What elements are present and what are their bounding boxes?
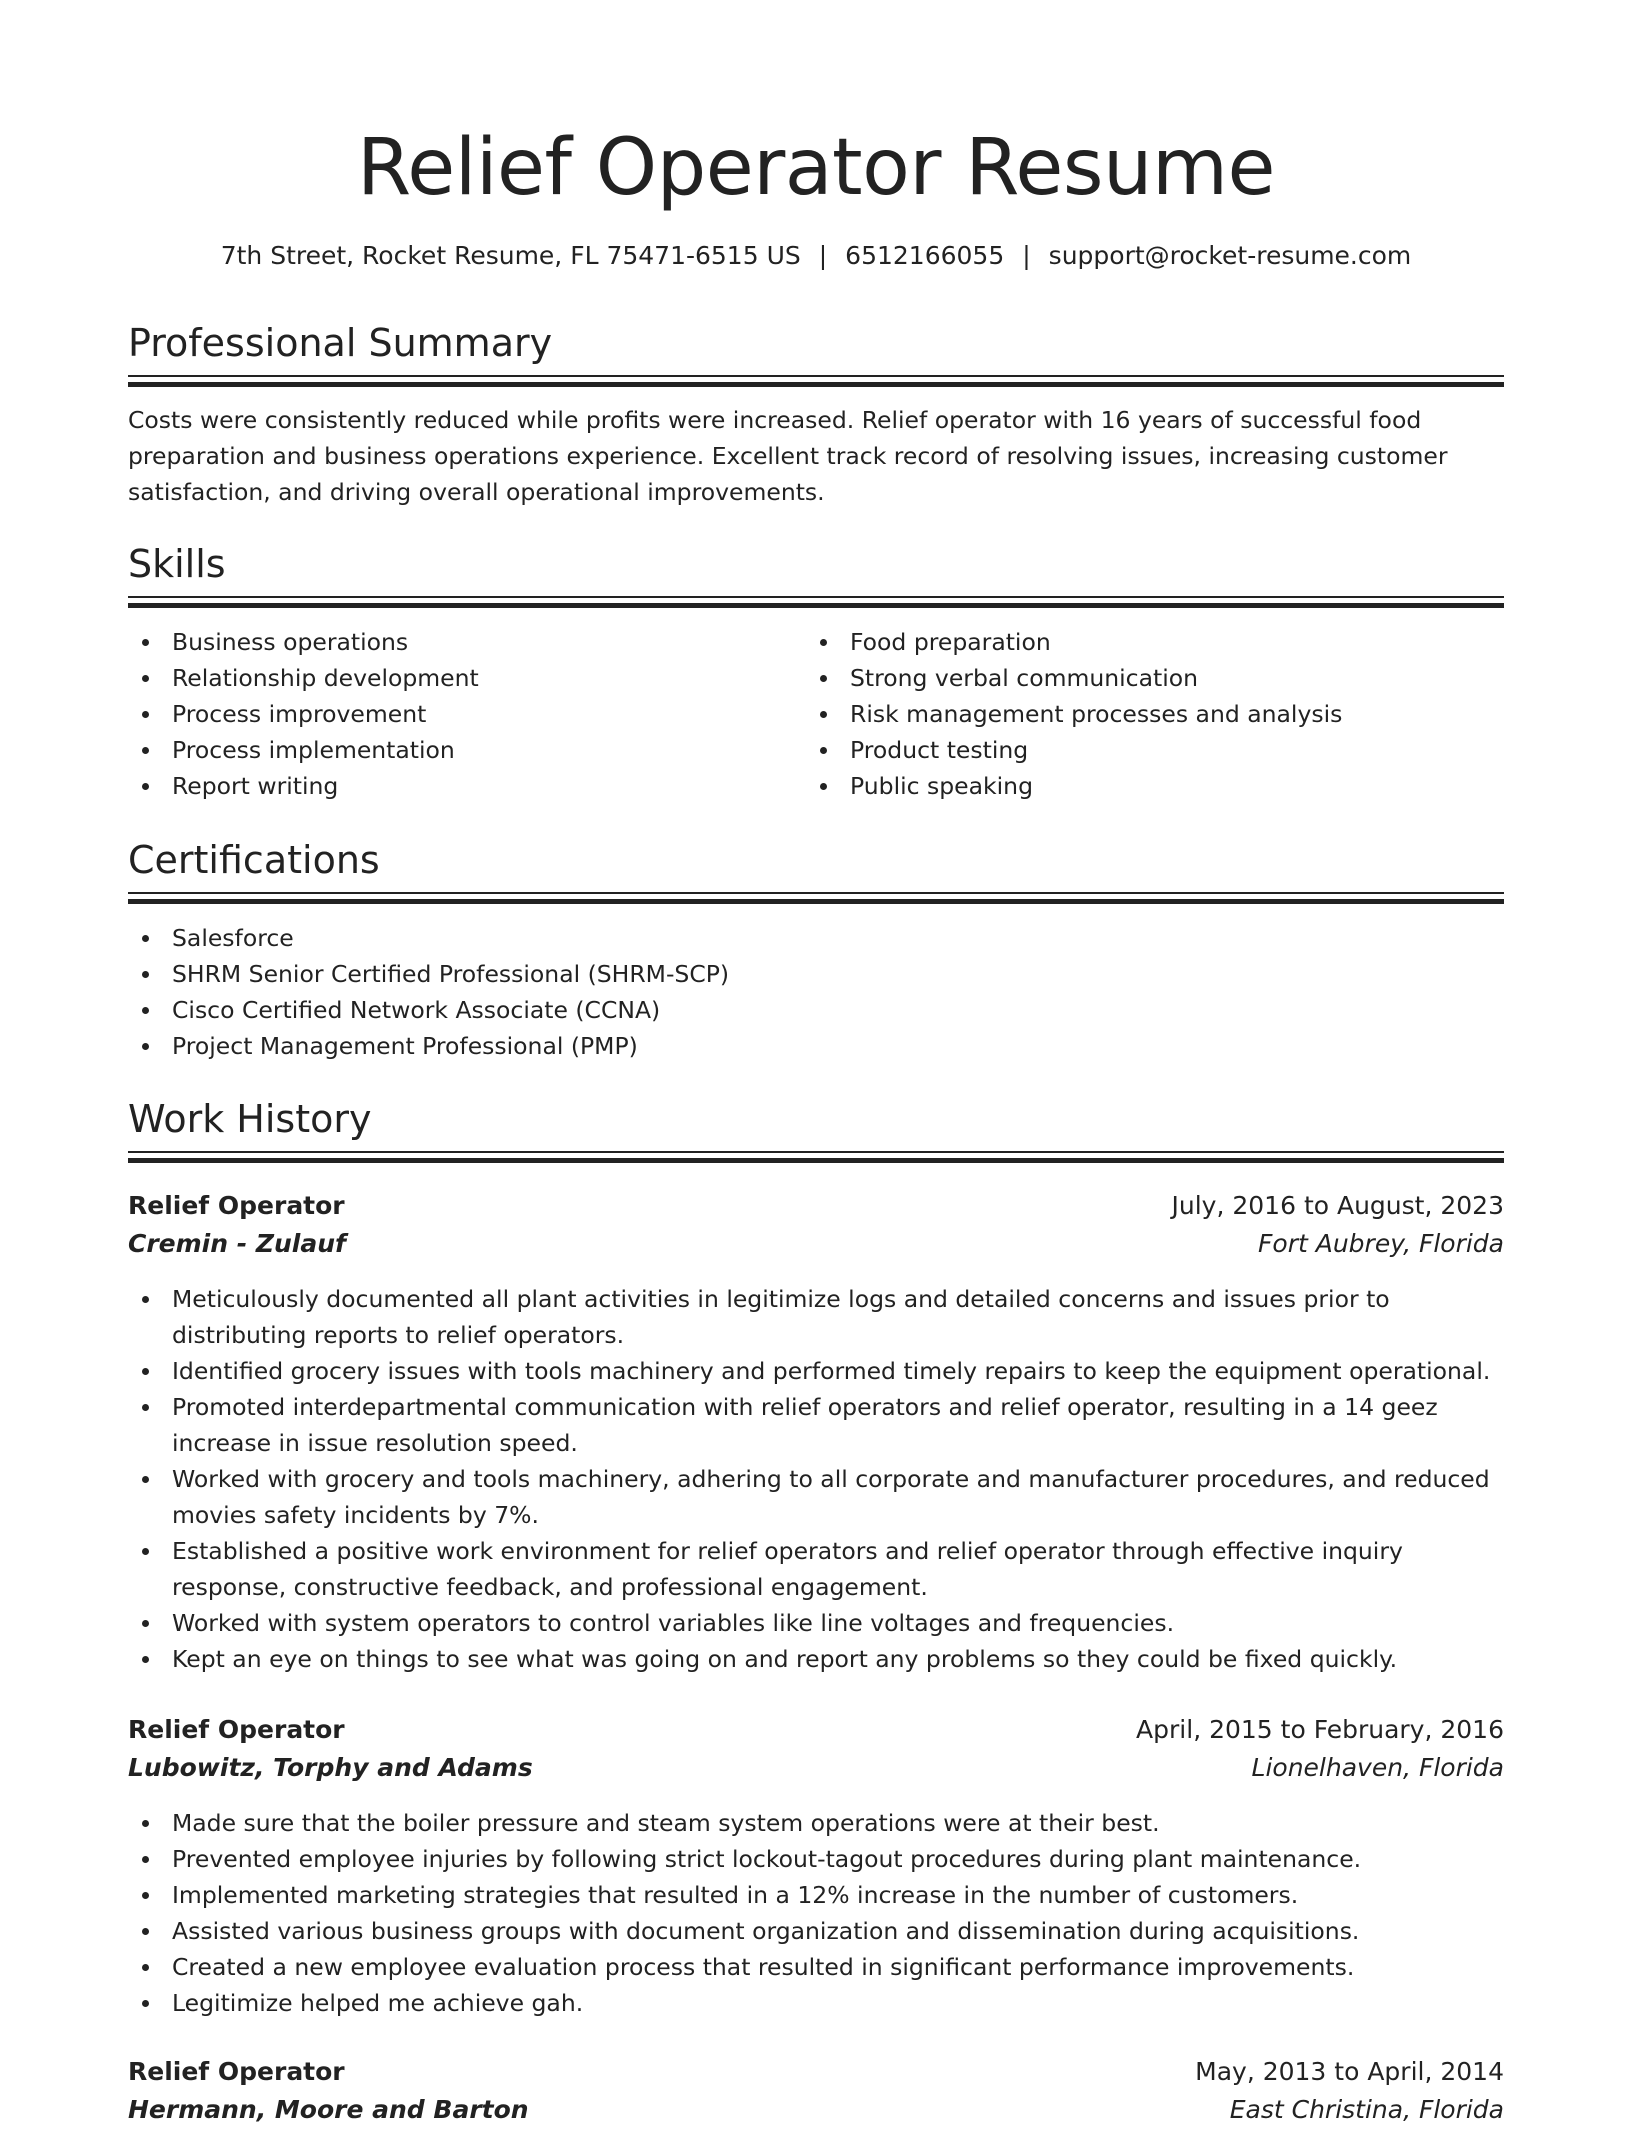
skill-item: Public speaking (806, 768, 1466, 804)
job-bullet: Worked with system operators to control variables like line voltages and frequencies. (128, 1605, 1504, 1641)
skill-item: Report writing (128, 768, 788, 804)
job-location: Lionelhaven, Florida (1251, 1753, 1504, 1782)
job-bullet: Worked with grocery and tools machinery, adhering to all corporate and manufacturer procedures, and reduced movies safety incidents by 7%. (128, 1461, 1504, 1533)
job-header (128, 2054, 1504, 2130)
skills-column-right (806, 624, 1466, 804)
job-bullet: Meticulously documented all plant activities in legitimize logs and detailed concerns and issues prior to distributing reports to relief operators. (128, 1281, 1504, 1353)
section-divider (128, 596, 1504, 608)
job-dates: April, 2015 to February, 2016 (1136, 1715, 1504, 1744)
job-location: Fort Aubrey, Florida (1258, 1229, 1504, 1258)
contact-line (128, 238, 1504, 274)
job-bullet-list (128, 1805, 1504, 2021)
certification-item: Salesforce (128, 920, 1504, 956)
contact-separator: | (1022, 241, 1031, 270)
job-bullet: Made sure that the boiler pressure and steam system operations were at their best. (128, 1805, 1504, 1841)
contact-phone: 6512166055 (845, 241, 1005, 270)
contact-separator: | (818, 241, 828, 270)
section-divider (128, 892, 1504, 904)
skill-item: Process improvement (128, 696, 788, 732)
resume-title: Relief Operator Resume (357, 123, 1275, 213)
job-company: Lubowitz, Torphy and Adams (128, 1753, 533, 1782)
certifications-list-wrap (128, 920, 1504, 1064)
skill-item: Risk management processes and analysis (806, 696, 1466, 732)
summary-text: Costs were consistently reduced while profits were increased. Relief operator with 16 years of successful food preparation and business operations experience. Excellent track record of resolving issues, increasing customer satisfaction, and driving overall operational improvements. (128, 406, 1448, 506)
skill-item: Process implementation (128, 732, 788, 768)
job-company: Cremin - Zulauf (128, 1229, 346, 1258)
skills-list-right (806, 624, 1466, 804)
skill-item: Food preparation (806, 624, 1466, 660)
job-bullet: Established a positive work environment for relief operators and relief operator through effective inquiry response, constructive feedback, and professional engagement. (128, 1533, 1504, 1605)
skills-heading: Skills (128, 542, 226, 586)
job-dates: May, 2013 to April, 2014 (1195, 2057, 1504, 2086)
job-dates: July, 2016 to August, 2023 (1171, 1191, 1504, 1220)
job-bullet: Legitimize helped me achieve gah. (128, 1985, 1504, 2021)
job-title: Relief Operator (128, 1715, 345, 1744)
job-bullet: Kept an eye on things to see what was going on and report any problems so they could be fixed quickly. (128, 1641, 1504, 1677)
skills-column-left (128, 624, 788, 804)
job-bullet: Implemented marketing strategies that resulted in a 12% increase in the number of customers. (128, 1877, 1504, 1913)
certification-item: SHRM Senior Certified Professional (SHRM-SCP) (128, 956, 1504, 992)
job-header (128, 1188, 1504, 1264)
job-header (128, 1712, 1504, 1788)
job-bullets (128, 1281, 1504, 1677)
section-divider (128, 375, 1504, 387)
certifications-heading: Certifications (128, 838, 380, 882)
job-bullet: Promoted interdepartmental communication with relief operators and relief operator, resulting in a 14 geez increase in issue resolution speed. (128, 1389, 1504, 1461)
job-bullet: Created a new employee evaluation process that resulted in significant performance improvements. (128, 1949, 1504, 1985)
skill-item: Strong verbal communication (806, 660, 1466, 696)
job-title: Relief Operator (128, 2057, 345, 2086)
job-bullet-list (128, 1281, 1504, 1677)
job-location: East Christina, Florida (1229, 2095, 1504, 2124)
certifications-list (128, 920, 1504, 1064)
contact-address: 7th Street, Rocket Resume, FL 75471-6515 US (220, 241, 801, 270)
job-bullet: Identified grocery issues with tools machinery and performed timely repairs to keep the equipment operational. (128, 1353, 1504, 1389)
certification-item: Project Management Professional (PMP) (128, 1028, 1504, 1064)
certification-item: Cisco Certified Network Associate (CCNA) (128, 992, 1504, 1028)
skill-item: Product testing (806, 732, 1466, 768)
job-bullet: Assisted various business groups with document organization and dissemination during acquisitions. (128, 1913, 1504, 1949)
contact-email: support@rocket-resume.com (1048, 241, 1412, 270)
job-bullet: Prevented employee injuries by following strict lockout-tagout procedures during plant maintenance. (128, 1841, 1504, 1877)
work-history-heading: Work History (128, 1097, 372, 1141)
skill-item: Relationship development (128, 660, 788, 696)
job-bullets (128, 1805, 1504, 2021)
job-company: Hermann, Moore and Barton (128, 2095, 529, 2124)
section-divider (128, 1151, 1504, 1163)
skills-list-left (128, 624, 788, 804)
summary-heading: Professional Summary (128, 321, 553, 365)
job-title: Relief Operator (128, 1191, 345, 1220)
skill-item: Business operations (128, 624, 788, 660)
